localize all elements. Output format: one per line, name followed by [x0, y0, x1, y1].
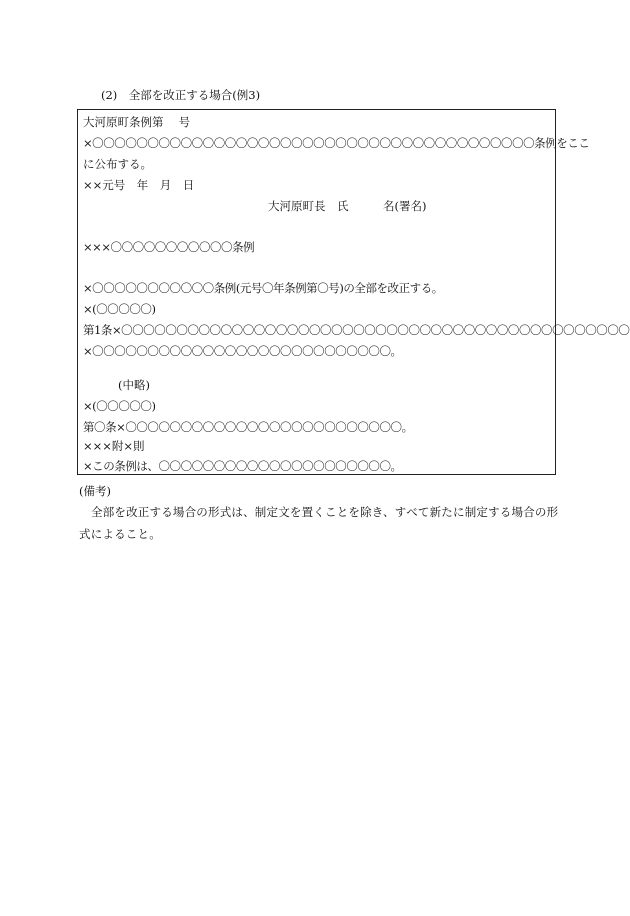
signature-line: 大河原町長 氏 名(署名) — [268, 199, 427, 213]
promulgation-line-1: ×〇〇〇〇〇〇〇〇〇〇〇〇〇〇〇〇〇〇〇〇〇〇〇〇〇〇〇〇〇〇〇〇〇〇〇〇〇〇〇〇条例をここ — [83, 136, 590, 150]
article-caption-1: ×(〇〇〇〇〇) — [83, 302, 156, 316]
article-1-line-2: ×〇〇〇〇〇〇〇〇〇〇〇〇〇〇〇〇〇〇〇〇〇〇〇〇〇〇〇。 — [83, 344, 402, 358]
remarks-text: 全部を改正する場合の形式は、制定文を置くことを除き、すべて新たに制定する場合の形式によること。 — [79, 505, 559, 541]
supplementary-provisions-text: ×この条例は、〇〇〇〇〇〇〇〇〇〇〇〇〇〇〇〇〇〇〇〇〇。 — [83, 459, 402, 473]
ordinance-title: ×××〇〇〇〇〇〇〇〇〇〇〇条例 — [83, 240, 255, 254]
section-heading: (2) 全部を改正する場合(例3) — [101, 88, 261, 102]
remarks-label: (備考) — [79, 484, 111, 498]
ordinance-number-line: 大河原町条例第 号 — [83, 115, 191, 129]
article-n-line: 第〇条×〇〇〇〇〇〇〇〇〇〇〇〇〇〇〇〇〇〇〇〇〇〇〇〇〇。 — [83, 420, 413, 434]
article-caption-2: ×(〇〇〇〇〇) — [83, 399, 156, 413]
example-box — [77, 109, 630, 475]
supplementary-provisions-heading: ×××附×則 — [83, 439, 145, 453]
date-line: ××元号 年 月 日 — [83, 178, 195, 192]
article-1-line-1: 第1条×〇〇〇〇〇〇〇〇〇〇〇〇〇〇〇〇〇〇〇〇〇〇〇〇〇〇〇〇〇〇〇〇〇〇〇〇〇〇〇〇〇〇〇〇〇〇 — [83, 323, 630, 337]
omission-marker: (中略) — [118, 378, 150, 392]
revision-statement: ×〇〇〇〇〇〇〇〇〇〇〇条例(元号〇年条例第〇号)の全部を改正する。 — [83, 281, 443, 295]
promulgation-line-2: に公布する。 — [83, 157, 152, 171]
